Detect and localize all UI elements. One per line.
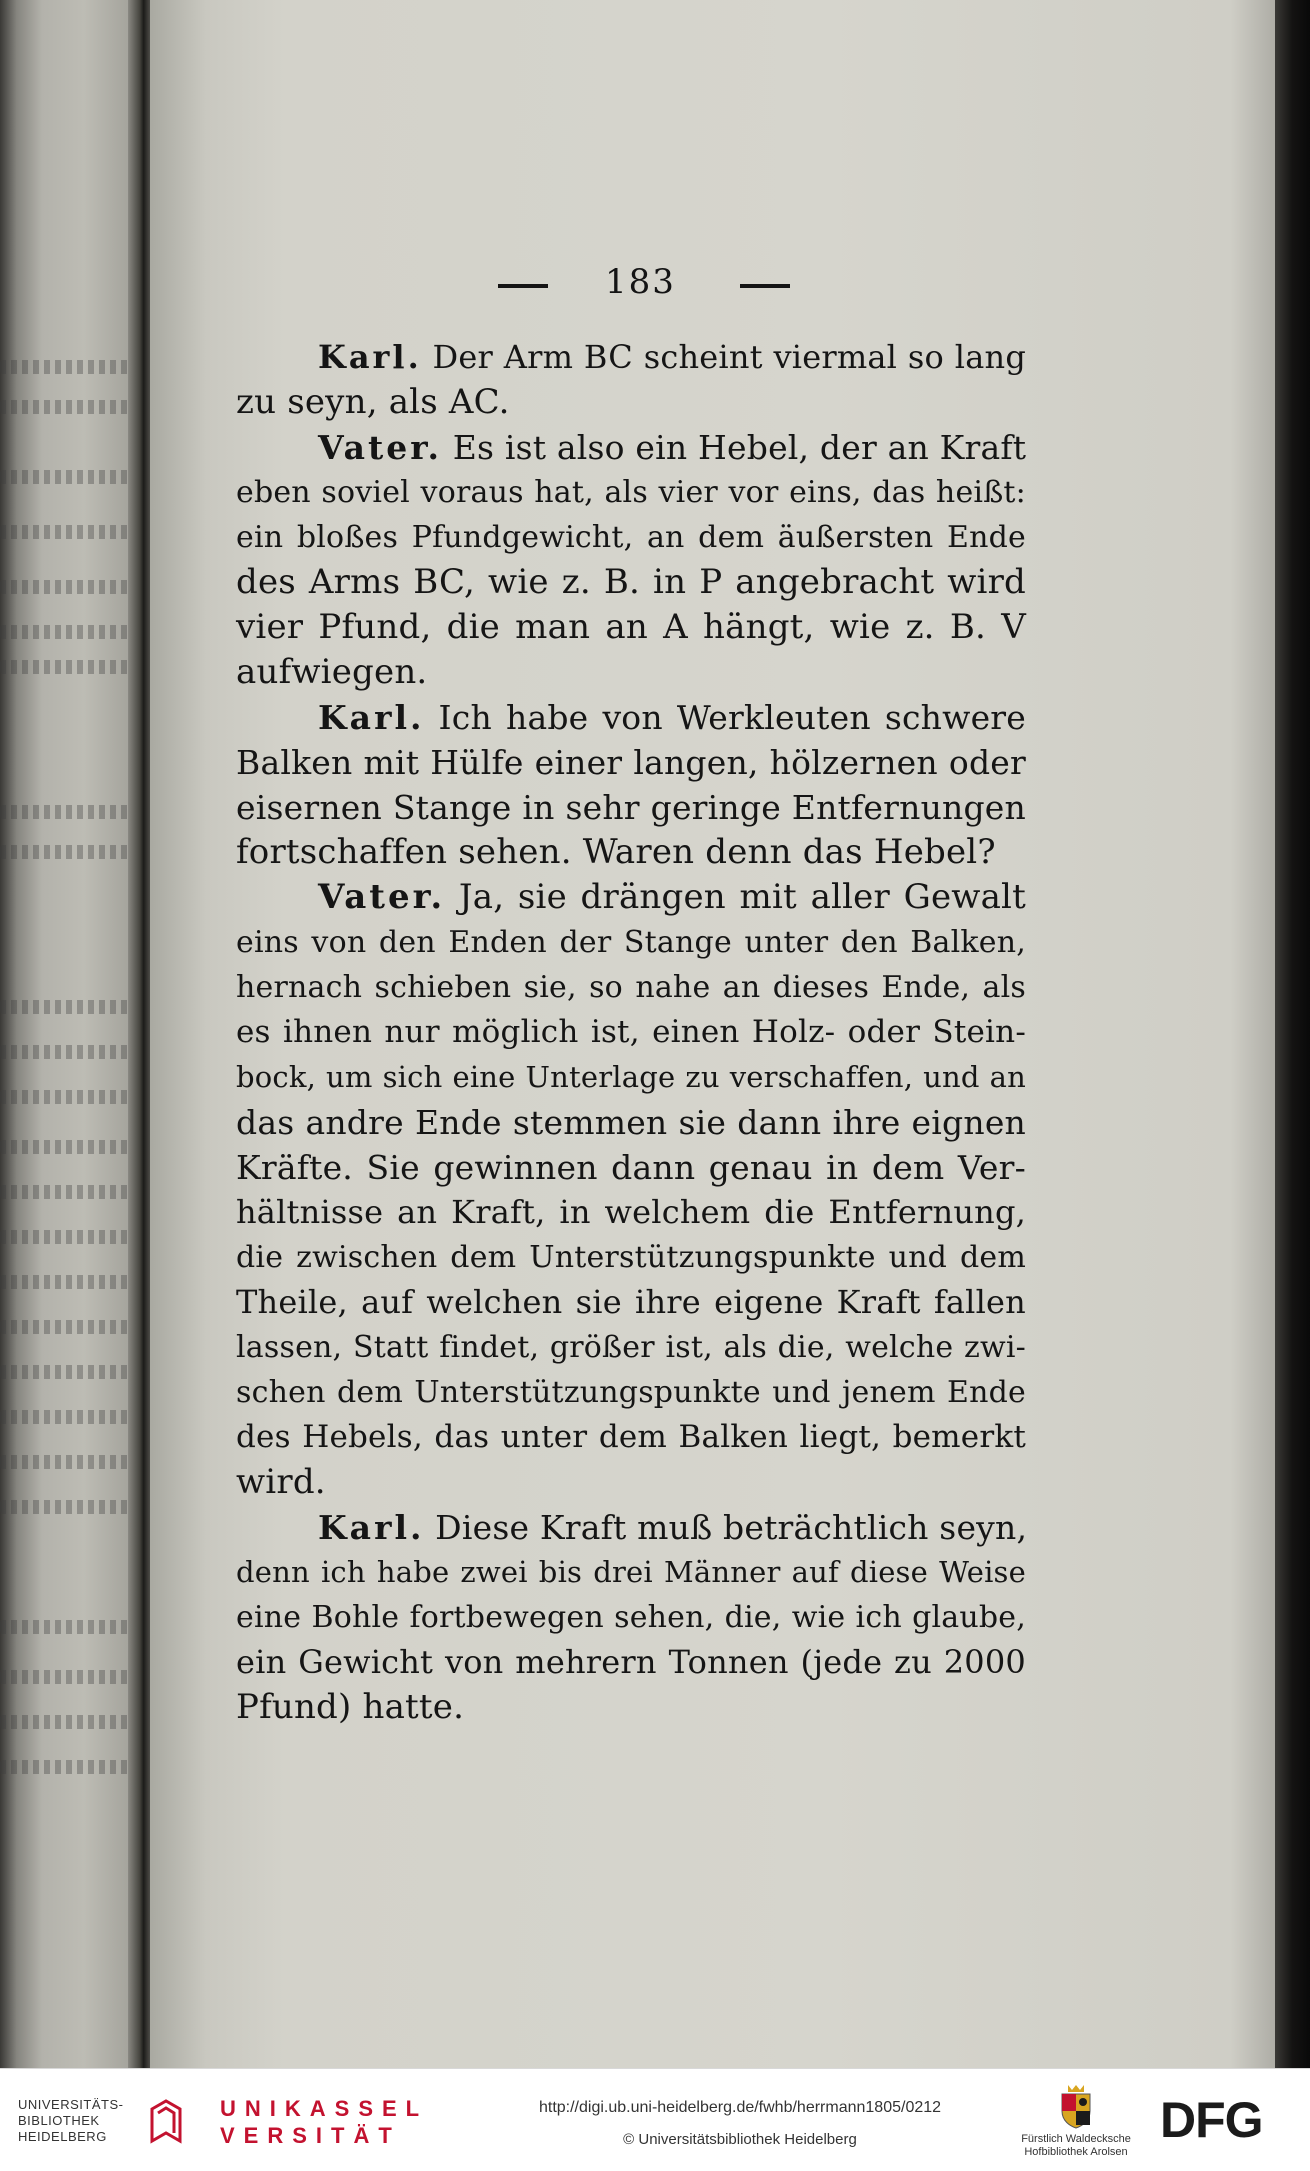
body-text <box>236 335 1026 1730</box>
line-text: fortschaffen sehen. Waren denn das Hebel? <box>236 832 996 872</box>
text-line <box>236 335 1026 380</box>
page-edge-shadow <box>1275 0 1310 2068</box>
text-line <box>236 1550 1026 1595</box>
bleed-through-text <box>0 845 130 859</box>
text-line <box>236 1640 1026 1685</box>
bleed-through-text <box>0 400 130 414</box>
facing-page-edge <box>0 0 140 2068</box>
page-number: 183 <box>605 262 676 302</box>
bleed-through-text <box>0 805 130 819</box>
text-line <box>236 605 1026 650</box>
kassel-logo-icon <box>148 2097 184 2145</box>
text-line <box>236 920 1026 965</box>
text-line <box>236 380 1026 425</box>
waldeck-library-label[interactable] <box>1008 2133 1144 2159</box>
line-text: des Hebels, das unter dem Balken liegt, bemerkt <box>236 1419 1026 1455</box>
line-text: hältnisse an Kraft, in welchem die Entfernung, <box>236 1193 1026 1231</box>
text-line <box>236 830 1026 875</box>
bleed-through-text <box>0 1045 130 1059</box>
bleed-through-text <box>0 1090 130 1104</box>
line-text: zu seyn, als AC. <box>236 382 510 422</box>
bleed-through-text <box>0 360 130 374</box>
viewer-footer <box>0 2068 1310 2171</box>
bleed-through-text <box>0 1715 130 1729</box>
waldeck-line: Fürstlich Waldecksche <box>1021 2133 1131 2145</box>
text-line <box>236 785 1026 830</box>
text-line <box>236 1010 1026 1055</box>
ub-logo-line: BIBLIOTHEK <box>18 2113 100 2128</box>
text-line <box>236 1280 1026 1325</box>
ub-logo-line: HEIDELBERG <box>18 2129 107 2144</box>
header-dash-right <box>740 284 790 288</box>
line-text: das andre Ende stemmen sie dann ihre eignen <box>236 1103 1026 1142</box>
bleed-through-text <box>0 1500 130 1514</box>
copyright-notice: © Universitätsbibliothek Heidelberg <box>623 2131 857 2148</box>
text-line <box>236 1145 1026 1190</box>
line-text: ein bloßes Pfundgewicht, an dem äußersten Ende <box>236 520 1026 555</box>
bleed-through-text <box>0 660 130 674</box>
kassel-logo-line: UNIKASSEL <box>220 2096 429 2121</box>
text-line <box>236 1100 1026 1145</box>
bleed-through-text <box>0 580 130 594</box>
speaker-name: Karl. <box>318 698 425 737</box>
line-text: aufwiegen. <box>236 652 428 692</box>
line-text: Pfund) hatte. <box>236 1687 465 1727</box>
line-text: Ich habe von Werkleuten schwere <box>424 698 1026 737</box>
text-line <box>236 965 1026 1010</box>
bleed-through-text <box>0 1185 130 1199</box>
bleed-through-text <box>0 1620 130 1634</box>
line-text: hernach schieben sie, so nahe an dieses Ende, als <box>236 970 1026 1005</box>
speaker-name: Vater. <box>318 877 446 917</box>
bleed-through-text <box>0 1000 130 1014</box>
line-text: Diese Kraft muß beträchtlich seyn, <box>424 1508 1028 1547</box>
line-text: Kräfte. Sie gewinnen dann genau in dem Ver- <box>236 1148 1026 1187</box>
dfg-logo[interactable]: DFG <box>1160 2092 1263 2148</box>
line-text: eins von den Enden der Stange unter den Balken, <box>236 925 1026 960</box>
bleed-through-text <box>0 1365 130 1379</box>
line-text: Es ist also ein Hebel, der an Kraft <box>442 428 1027 467</box>
coat-of-arms-icon <box>1058 2083 1094 2129</box>
line-text: eisernen Stange in sehr geringe Entfernungen <box>236 788 1026 827</box>
bleed-through-text <box>0 1760 130 1774</box>
text-line <box>236 1190 1026 1235</box>
text-line <box>236 1460 1026 1505</box>
kassel-university-logo[interactable] <box>220 2095 450 2149</box>
text-line <box>236 515 1026 560</box>
text-line <box>236 560 1026 605</box>
line-text: die zwischen dem Unterstützungspunkte und dem <box>236 1240 1026 1275</box>
speaker-name: Karl. <box>318 1508 425 1547</box>
line-text: schen dem Unterstützungspunkte und jenem Ende <box>236 1375 1026 1410</box>
ub-logo-line: UNIVERSITÄTS- <box>18 2097 124 2112</box>
text-line <box>236 1370 1026 1415</box>
line-text: Ja, sie drängen mit aller Gewalt <box>445 877 1026 917</box>
line-text: es ihnen nur möglich ist, einen Holz- oder Stein- <box>236 1014 1026 1050</box>
line-text: Der Arm BC scheint viermal so lang <box>421 338 1026 376</box>
bleed-through-text <box>0 1410 130 1424</box>
line-text: eine Bohle fortbewegen sehen, die, wie ich glaube, <box>236 1600 1026 1635</box>
line-text: Balken mit Hülfe einer langen, hölzernen oder <box>236 743 1026 782</box>
text-line <box>236 1685 1026 1730</box>
bleed-through-text <box>0 525 130 539</box>
bleed-through-text <box>0 1230 130 1244</box>
bleed-through-text <box>0 625 130 639</box>
waldeck-line: Hofbibliothek Arolsen <box>1024 2146 1128 2158</box>
text-line <box>236 650 1026 695</box>
text-line <box>236 425 1026 470</box>
bleed-through-text <box>0 1320 130 1334</box>
text-line <box>236 1055 1026 1100</box>
line-text: wird. <box>236 1462 326 1502</box>
bleed-through-text <box>0 1140 130 1154</box>
permalink-url[interactable]: http://digi.ub.uni-heidelberg.de/fwhb/herrmann1805/0212 <box>538 2099 942 2116</box>
text-line <box>236 740 1026 785</box>
line-text: denn ich habe zwei bis drei Männer auf diese Weise <box>236 1555 1026 1589</box>
page-header <box>490 262 790 302</box>
text-line <box>236 470 1026 515</box>
bleed-through-text <box>0 470 130 484</box>
line-text: lassen, Statt findet, größer ist, als die, welche zwi- <box>236 1330 1026 1365</box>
text-line <box>236 1325 1026 1370</box>
text-line <box>236 875 1026 920</box>
line-text: eben soviel voraus hat, als vier vor eins, das heißt: <box>236 475 1026 510</box>
text-line <box>236 1415 1026 1460</box>
text-line <box>236 1595 1026 1640</box>
heidelberg-library-logo[interactable] <box>18 2097 153 2145</box>
line-text: Theile, auf welchen sie ihre eigene Kraft fallen <box>236 1283 1026 1321</box>
kassel-logo-line: VERSITÄT <box>220 2123 401 2148</box>
bleed-through-text <box>0 1455 130 1469</box>
bleed-through-text <box>0 1670 130 1684</box>
line-text: ein Gewicht von mehrern Tonnen (jede zu 2000 <box>236 1643 1026 1681</box>
text-line <box>236 1235 1026 1280</box>
speaker-name: Karl. <box>318 338 422 376</box>
line-text: vier Pfund, die man an A hängt, wie z. B. V <box>236 607 1026 647</box>
bleed-through-text <box>0 1275 130 1289</box>
line-text: bock, um sich eine Unterlage zu verschaffen, und an <box>236 1060 1026 1094</box>
text-line <box>236 695 1026 740</box>
text-line <box>236 1505 1026 1550</box>
speaker-name: Vater. <box>318 428 443 467</box>
header-dash-left <box>498 284 548 288</box>
line-text: des Arms BC, wie z. B. in P angebracht wird <box>236 562 1026 602</box>
